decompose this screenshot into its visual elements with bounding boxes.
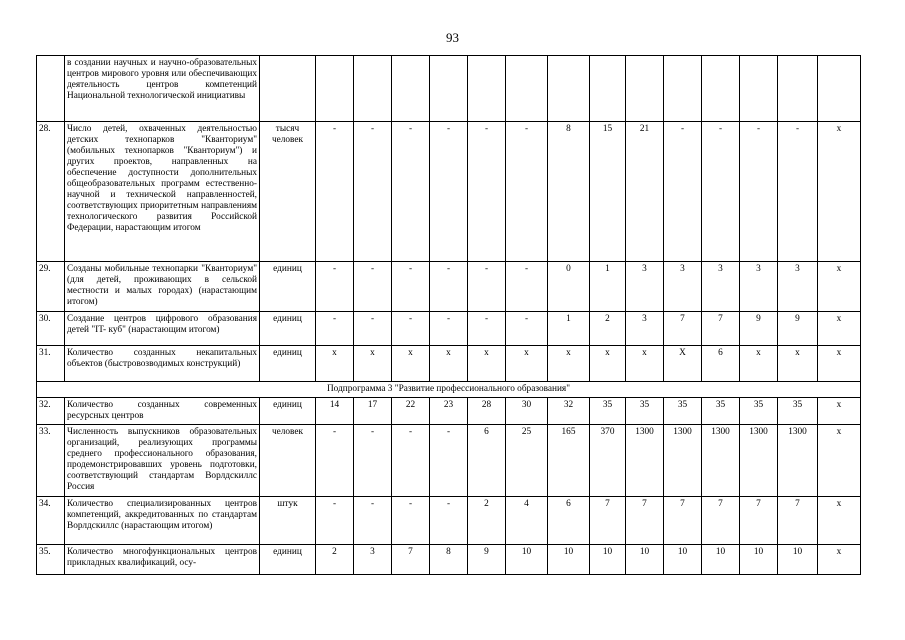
value-cell: 7 [392,545,430,575]
unit-cell: единиц [260,262,316,312]
value-cell: 10 [590,545,626,575]
value-cell: - [392,497,430,545]
value-cell: - [664,122,702,262]
subprogram-title: Подпрограмма 3 "Развитие профессионального образования" [37,382,861,398]
value-cell: x [740,346,778,382]
value-cell: 7 [664,497,702,545]
value-cell: - [354,312,392,346]
value-cell: 30 [506,398,548,425]
value-cell: - [316,312,354,346]
value-cell [506,56,548,122]
value-cell [626,56,664,122]
value-cell: x [818,398,861,425]
value-cell [590,56,626,122]
value-cell: 1300 [626,425,664,497]
value-cell: - [506,262,548,312]
value-cell: 8 [430,545,468,575]
row-number: 31. [37,346,65,382]
indicator-description: в создании научных и научно-образовательных центров мирового уровня или обеспечивающих деятельность центров компетенций Национальной технологической инициативы [65,56,260,122]
value-cell: 3 [626,262,664,312]
table-row [37,122,861,262]
value-cell: 7 [778,497,818,545]
value-cell: - [506,312,548,346]
value-cell: 1 [590,262,626,312]
indicator-description: Численность выпускников образовательных организаций, реализующих программы среднего профессионального образования, продемонстрировавших уровень подготовки, соответствующий стандартам Ворлдскиллс Россия [65,425,260,497]
value-cell: x [818,312,861,346]
value-cell: - [392,262,430,312]
value-cell: - [430,497,468,545]
value-cell: - [468,122,506,262]
unit-cell: единиц [260,398,316,425]
indicator-description: Созданы мобильные технопарки "Кванториум" (для детей, проживающих в сельской местности и малых городах) (нарастающим итогом) [65,262,260,312]
table-row [37,545,861,575]
value-cell: 14 [316,398,354,425]
value-cell: 370 [590,425,626,497]
indicator-description: Количество созданных некапитальных объектов (быстровозводимых конструкций) [65,346,260,382]
value-cell: 35 [626,398,664,425]
value-cell: 15 [590,122,626,262]
value-cell: 2 [590,312,626,346]
row-number: 29. [37,262,65,312]
value-cell [818,56,861,122]
value-cell: - [392,122,430,262]
value-cell: 7 [626,497,664,545]
value-cell: x [430,346,468,382]
value-cell: 35 [702,398,740,425]
value-cell: 35 [664,398,702,425]
value-cell: 6 [468,425,506,497]
value-cell: 2 [468,497,506,545]
value-cell: 1300 [740,425,778,497]
value-cell: 10 [506,545,548,575]
value-cell [778,56,818,122]
value-cell: 6 [702,346,740,382]
value-cell: - [468,312,506,346]
indicator-description: Количество специализированных центров компетенций, аккредитованных по стандартам Ворлдскиллс (нарастающим итогом) [65,497,260,545]
value-cell: - [702,122,740,262]
row-number: 35. [37,545,65,575]
unit-cell: единиц [260,545,316,575]
value-cell: 4 [506,497,548,545]
value-cell: - [468,262,506,312]
value-cell: x [590,346,626,382]
indicator-description: Число детей, охваченных деятельностью детских технопарков "Кванториум" (мобильных технопарков "Кванториум") и других проектов, направленных на обеспечение доступности дополнительных общеобразовательных программ естественно-научной и технической направленностей, соответствующих приоритетным направлениям технологического развития Российской Федерации, нарастающим итогом [65,122,260,262]
value-cell: 23 [430,398,468,425]
indicators-table [36,55,861,575]
value-cell: 1 [548,312,590,346]
value-cell [468,56,506,122]
value-cell: 17 [354,398,392,425]
value-cell: 10 [548,545,590,575]
table-row [37,398,861,425]
value-cell: 3 [626,312,664,346]
value-cell: 7 [702,312,740,346]
value-cell: - [316,497,354,545]
row-number: 32. [37,398,65,425]
value-cell: x [818,425,861,497]
table-row [37,56,861,122]
unit-cell: единиц [260,312,316,346]
value-cell [392,56,430,122]
value-cell: 3 [740,262,778,312]
row-number: 34. [37,497,65,545]
value-cell: x [506,346,548,382]
value-cell: 3 [354,545,392,575]
value-cell: 9 [740,312,778,346]
value-cell: - [354,497,392,545]
value-cell: 0 [548,262,590,312]
value-cell: - [506,122,548,262]
value-cell: - [430,122,468,262]
value-cell: 1300 [702,425,740,497]
value-cell: 165 [548,425,590,497]
value-cell: 3 [664,262,702,312]
row-number: 33. [37,425,65,497]
row-number: 28. [37,122,65,262]
value-cell: - [740,122,778,262]
value-cell: 3 [778,262,818,312]
unit-cell [260,56,316,122]
value-cell: x [468,346,506,382]
value-cell: 9 [778,312,818,346]
table-row [37,312,861,346]
value-cell: 1300 [664,425,702,497]
subprogram-header-row [37,382,861,398]
value-cell [548,56,590,122]
value-cell [430,56,468,122]
value-cell: - [354,425,392,497]
unit-cell: тысяч человек [260,122,316,262]
value-cell: 6 [548,497,590,545]
value-cell: 35 [778,398,818,425]
value-cell [702,56,740,122]
value-cell: 9 [468,545,506,575]
value-cell: 2 [316,545,354,575]
row-number: 30. [37,312,65,346]
value-cell: 8 [548,122,590,262]
indicator-description: Количество созданных современных ресурсных центров [65,398,260,425]
value-cell: 10 [740,545,778,575]
value-cell: 32 [548,398,590,425]
value-cell: x [548,346,590,382]
value-cell: - [392,425,430,497]
value-cell: - [316,122,354,262]
value-cell: 21 [626,122,664,262]
value-cell: - [430,262,468,312]
value-cell: x [818,346,861,382]
table-row [37,346,861,382]
value-cell: 7 [664,312,702,346]
value-cell: - [316,262,354,312]
value-cell: x [316,346,354,382]
value-cell: - [354,122,392,262]
value-cell: x [626,346,664,382]
value-cell: 25 [506,425,548,497]
value-cell: x [354,346,392,382]
value-cell [664,56,702,122]
value-cell: x [778,346,818,382]
value-cell [316,56,354,122]
value-cell: 10 [702,545,740,575]
value-cell: 10 [778,545,818,575]
value-cell: x [818,545,861,575]
value-cell: 28 [468,398,506,425]
value-cell: 7 [740,497,778,545]
unit-cell: штук [260,497,316,545]
value-cell: - [430,312,468,346]
indicator-description: Количество многофункциональных центров прикладных квалификаций, осу- [65,545,260,575]
value-cell: 3 [702,262,740,312]
value-cell: x [392,346,430,382]
value-cell: x [818,122,861,262]
value-cell: 35 [740,398,778,425]
value-cell: X [664,346,702,382]
value-cell: 35 [590,398,626,425]
value-cell [354,56,392,122]
value-cell: - [316,425,354,497]
value-cell: 10 [626,545,664,575]
unit-cell: единиц [260,346,316,382]
table-row [37,262,861,312]
indicator-description: Создание центров цифрового образования детей "IT- куб" (нарастающим итогом) [65,312,260,346]
value-cell: x [818,262,861,312]
value-cell: 7 [702,497,740,545]
row-number [37,56,65,122]
value-cell: - [354,262,392,312]
table-row [37,425,861,497]
value-cell: 22 [392,398,430,425]
value-cell: 10 [664,545,702,575]
value-cell: - [392,312,430,346]
page-number: 93 [446,30,459,45]
value-cell: - [778,122,818,262]
value-cell [740,56,778,122]
value-cell: 7 [590,497,626,545]
value-cell: 1300 [778,425,818,497]
unit-cell: человек [260,425,316,497]
table-row [37,497,861,545]
value-cell: - [430,425,468,497]
value-cell: x [818,497,861,545]
